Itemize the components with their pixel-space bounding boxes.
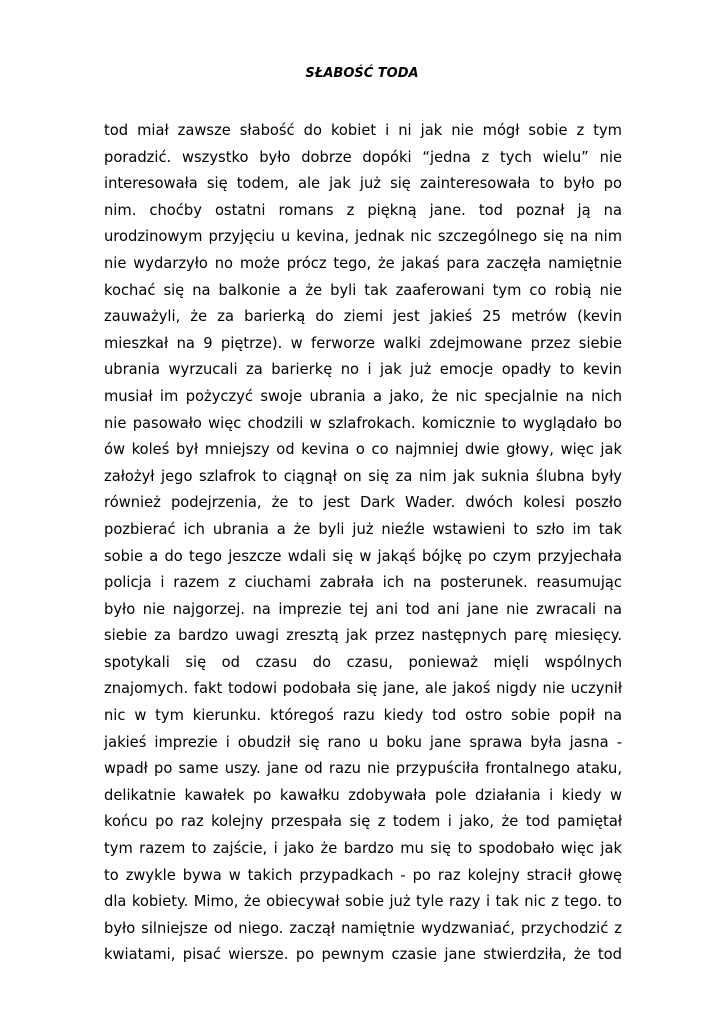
body-line: mieszkał na 9 piętrze). w ferworze walki zdejmowane przez siebie [104,334,622,352]
body-line: nie pasowało więc chodzili w szlafrokach. komicznie to wyglądało bo [104,414,622,432]
body-line: nic w tym kierunku. któregoś razu kiedy tod ostro sobie popił na [104,707,622,725]
body-line: interesowała się todem, ale jak już się zainteresowała to było po [104,175,622,193]
body-line: musiał im pożyczyć swoje ubrania a jako, że nic specjalnie na nich [104,387,622,405]
body-line: kochać się na balkonie a że byli tak zaaferowani tym co robią nie [104,281,622,299]
document-body [104,118,622,969]
body-line: jakieś imprezie i obudził się rano u boku jane sprawa była jasna - [104,733,622,751]
body-line: siebie za bardzo uwagi zresztą jak przez następnych parę miesięcy. [104,627,622,645]
body-line: tod miał zawsze słabość do kobiet i ni jak nie mógł sobie z tym [104,122,622,139]
body-line: delikatnie kawałek po kawałku zdobywała pole działania i kiedy w [104,786,622,804]
body-line: znajomych. fakt todowi podobała się jane, ale jakoś nigdy nie uczynił [104,680,622,698]
body-line: kwiatami, pisać wiersze. po pewnym czasie jane stwierdziła, że tod [104,946,622,964]
body-line: nim. choćby ostatni romans z piękną jane. tod poznał ją na [104,201,622,219]
body-line: wpadł po same uszy. jane od razu nie przypuściła frontalnego ataku, [104,760,622,778]
body-line: urodzinowym przyjęciu u kevina, jednak nic szczególnego się na nim [104,228,622,246]
body-line: spotykali się od czasu do czasu, ponieważ mięli wspólnych [104,653,622,671]
body-line: dla kobiety. Mimo, że obiecywał sobie już tyle razy i tak nic z tego. to [104,893,622,911]
body-line: ubrania wyrzucali za barierkę no i jak już emocje opadły to kevin [104,361,622,379]
body-line: było silniejsze od niego. zaczął namiętnie wydzwaniać, przychodzić z [104,919,622,937]
body-line: było nie najgorzej. na imprezie tej ani tod ani jane nie zwracali na [104,600,622,618]
body-line: sobie a do tego jeszcze wdali się w jakąś bójkę po czym przyjechała [104,547,622,565]
body-line: założył jego szlafrok to ciągnął on się za nim jak suknia ślubna były [104,467,622,485]
body-line: końcu po raz kolejny przespała się z todem i jako, że tod pamiętał [104,813,622,831]
document-title: SŁABOŚĆ TODA [305,66,419,81]
body-line: to zwykle bywa w takich przypadkach - po raz kolejny stracił głowę [104,866,622,884]
body-line: ów koleś był mniejszy od kevina o co najmniej dwie głowy, więc jak [104,441,622,459]
body-line: zauważyli, że za barierką do ziemi jest jakieś 25 metrów (kevin [104,308,622,326]
body-line: pozbierać ich ubrania a że byli już nieźle wstawieni to szło im tak [104,520,622,538]
body-line: tym razem to zajście, i jako że bardzo mu się to spodobało więc jak [104,840,622,858]
body-line: poradzić. wszystko było dobrze dopóki “jedna z tych wielu” nie [104,148,622,166]
body-line: nie wydarzyło no może prócz tego, że jakaś para zaczęła namiętnie [104,254,622,272]
body-line: również podejrzenia, że to jest Dark Wader. dwóch kolesi poszło [104,494,622,512]
body-line: policja i razem z ciuchami zabrała ich na posterunek. reasumując [104,574,622,592]
